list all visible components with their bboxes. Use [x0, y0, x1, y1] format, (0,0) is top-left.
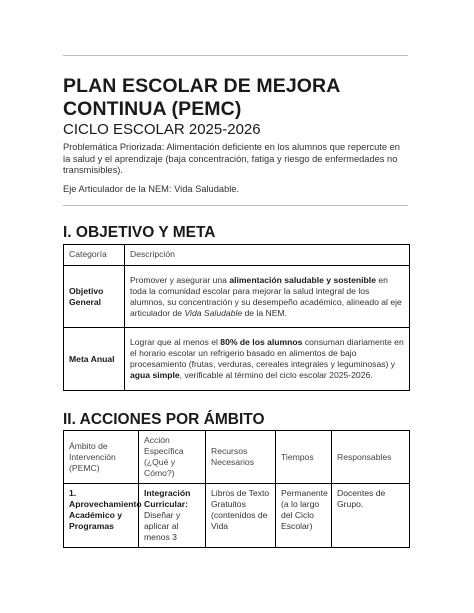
table-row [64, 266, 410, 328]
document-subtitle: CICLO ESCOLAR 2025-2026 [63, 121, 261, 138]
document-title: PLAN ESCOLAR DE MEJORA CONTINUA (PEMC) [63, 75, 340, 120]
header-descripcion: Descripción [125, 245, 410, 266]
cell-recursos: Libros de Texto Gratuitos (contenidos de Vida [206, 484, 276, 548]
cell-tiempos: Permanente (a lo largo del Ciclo Escolar) [276, 484, 332, 548]
cell-accion: Integración Curricular: Diseñar y aplicar al menos 3 [139, 484, 206, 548]
section-divider [63, 205, 408, 206]
row-categoria: Objetivo General [64, 266, 125, 328]
acciones-table [63, 430, 410, 548]
eje-text: Eje Articulador de la NEM: Vida Saludable. [63, 184, 240, 194]
row-categoria: Meta Anual [64, 328, 125, 391]
section-2-heading: II. ACCIONES POR ÁMBITO [63, 411, 265, 428]
problematica-text: Problemática Priorizada: Alimentación deficiente en los alumnos que repercute en la salud y el aprendizaje (baja concentración, fatiga y riesgo de enfermedades no transmisibles). [63, 142, 400, 175]
header-accion: Acción Específica (¿Qué y Cómo?) [139, 431, 206, 484]
objetivo-meta-table [63, 244, 410, 391]
header-responsables: Responsables [332, 431, 410, 484]
section-1-heading: I. OBJETIVO Y META [63, 224, 216, 241]
header-categoria: Categoría [64, 245, 125, 266]
top-divider [63, 55, 408, 56]
header-ambito: Ámbito de Intervención (PEMC) [64, 431, 139, 484]
row-descripcion: Lograr que al menos el 80% de los alumnos consuman diariamente en el horario escolar un refrigerio basado en alimentos de bajo procesamiento (frutas, verduras, cereales integrales y leguminosas) y agua simple, verificable al término del ciclo escolar 2025-2026. [125, 328, 410, 391]
table-row [64, 484, 410, 548]
cell-responsables: Docentes de Grupo. [332, 484, 410, 548]
table-row [64, 328, 410, 391]
cell-ambito: 1. Aprovechamiento Académico y Programas [64, 484, 139, 548]
header-recursos: Recursos Necesarios [206, 431, 276, 484]
header-tiempos: Tiempos [276, 431, 332, 484]
row-descripcion: Promover y asegurar una alimentación saludable y sostenible en toda la comunidad escolar para mejorar la salud integral de los alumnos, su concentración y su desempeño académico, alineado al eje articulador de Vida Saludable de la NEM. [125, 266, 410, 328]
